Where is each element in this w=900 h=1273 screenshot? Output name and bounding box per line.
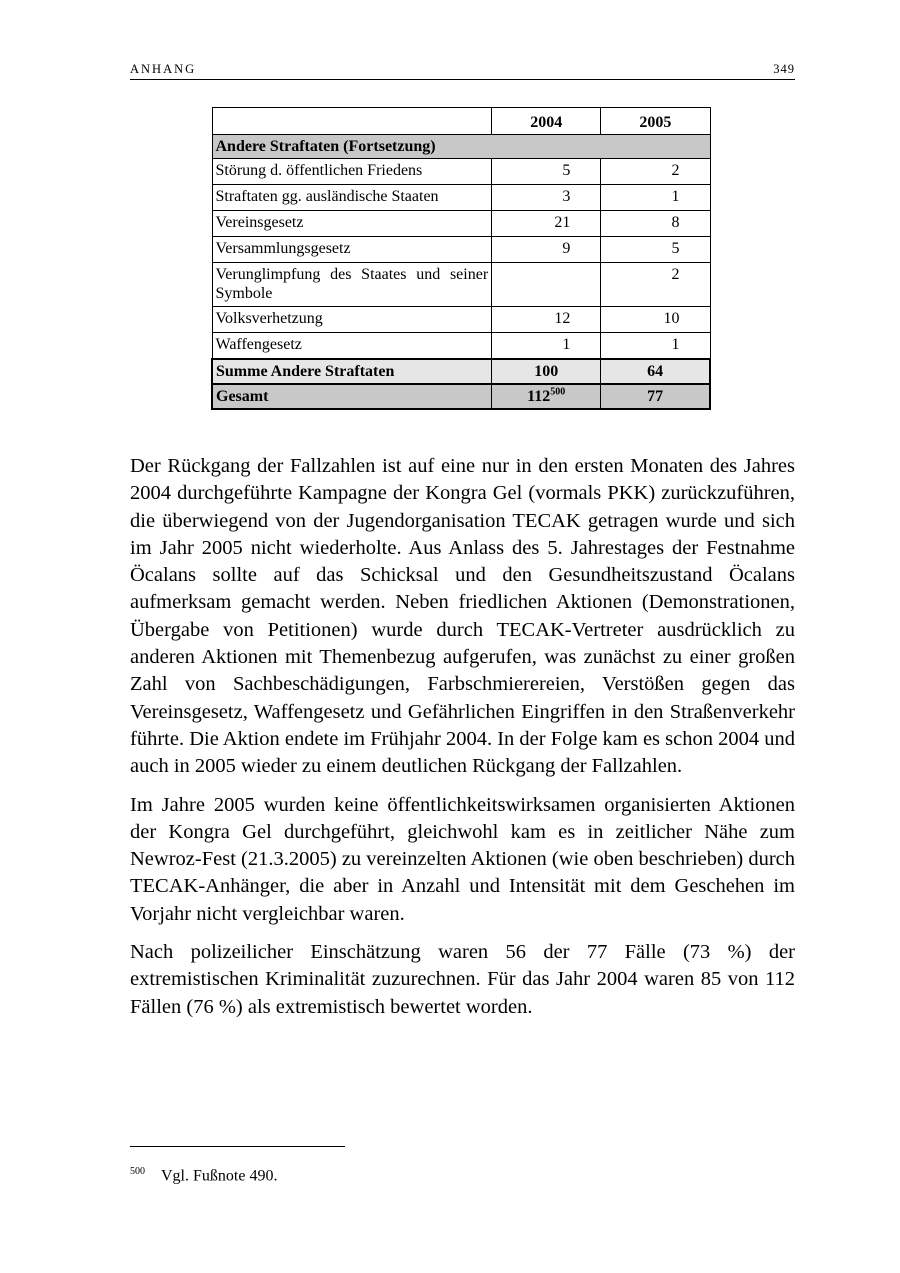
statistics-table xyxy=(211,107,711,410)
row-value-2004: 12 xyxy=(492,306,601,332)
header-cell-2005: 2005 xyxy=(601,108,710,135)
footnote xyxy=(130,1162,795,1186)
section-title: ANHANG xyxy=(130,62,197,76)
row-label: Straftaten gg. ausländische Staaten xyxy=(212,185,492,211)
table-header-row xyxy=(212,108,710,135)
table-row xyxy=(212,211,710,237)
row-value-2005: 2 xyxy=(601,263,710,306)
row-value-2005: 2 xyxy=(601,159,710,185)
footnote-number: 500 xyxy=(130,1166,145,1177)
row-label: Störung d. öffentlichen Friedens xyxy=(212,159,492,185)
table-row xyxy=(212,306,710,332)
row-label: Verunglimpfung des Staates und seiner Symbole xyxy=(212,263,492,306)
row-value-2004: 1 xyxy=(492,332,601,359)
total-value-2004: 112 xyxy=(527,387,551,405)
row-label: Versammlungsgesetz xyxy=(212,237,492,263)
row-value-2004: 9 xyxy=(492,237,601,263)
row-value-2004: 3 xyxy=(492,185,601,211)
table-row xyxy=(212,263,710,306)
total-label: Gesamt xyxy=(212,384,492,409)
header-cell-empty xyxy=(212,108,492,135)
row-value-2005: 5 xyxy=(601,237,710,263)
paragraph: Der Rückgang der Fallzahlen ist auf eine nur in den ersten Monaten des Jahres 2004 durchgeführte Kampagne der Kongra Gel (vormals PKK) zurückzuführen, die überwiegend von der Jugendorganisation TECAK getragen wurde und sich im Jahr 2005 nicht wiederholte. Aus Anlass des 5. Jahrestages der Festnahme Öcalans sollte auf das Schicksal und den Gesundheitszustand Öcalans aufmerksam gemacht werden. Neben friedlichen Aktionen (Demonstrationen, Übergabe von Petitionen) wurde durch TECAK-Vertreter ausdrücklich zu anderen Aktionen mit Themenbezug aufgerufen, was zunächst zu einer großen Zahl von Sachbeschädigungen, Farbschmierereien, Verstößen gegen das Vereinsgesetz, Waffengesetz und Gefährlichen Eingriffen in den Straßenverkehr führte. Die Aktion endete im Frühjahr 2004. In der Folge kam es schon 2004 und auch in 2005 wieder zu einem deutlichen Rückgang der Fallzahlen. xyxy=(130,455,795,778)
row-value-2004: 21 xyxy=(492,211,601,237)
table-row xyxy=(212,159,710,185)
table-row xyxy=(212,237,710,263)
row-value-2004: 5 xyxy=(492,159,601,185)
row-label: Volksverhetzung xyxy=(212,306,492,332)
table-section-row xyxy=(212,135,710,159)
header-cell-2004: 2004 xyxy=(492,108,601,135)
row-value-2004 xyxy=(492,263,601,306)
row-value-2005: 8 xyxy=(601,211,710,237)
sum-value-2005: 64 xyxy=(601,359,710,384)
total-value-2004-cell xyxy=(492,384,601,409)
row-value-2005: 1 xyxy=(601,332,710,359)
section-title-cell: Andere Straftaten (Fortsetzung) xyxy=(212,135,710,159)
paragraph: Im Jahre 2005 wurden keine öffentlichkeitswirksamen organisierten Aktionen der Kongra Gel durchgeführt, gleichwohl kam es in zeitlicher Nähe zum Newroz-Fest (21.3.2005) zu vereinzelten Aktionen (wie oben beschrieben) durch TECAK-Anhänger, die aber in Anzahl und Intensität mit dem Geschehen im Vorjahr nicht vergleichbar waren. xyxy=(130,793,795,925)
row-value-2005: 1 xyxy=(601,185,710,211)
footnote-reference: 500 xyxy=(550,386,566,398)
page-number: 349 xyxy=(773,62,795,76)
row-label: Waffengesetz xyxy=(212,332,492,359)
table-row xyxy=(212,332,710,359)
row-value-2005: 10 xyxy=(601,306,710,332)
table-sum-row xyxy=(212,359,710,384)
footnote-text: Vgl. Fußnote 490. xyxy=(161,1167,278,1185)
body-text xyxy=(130,453,795,1032)
table-row xyxy=(212,185,710,211)
row-label: Vereinsgesetz xyxy=(212,211,492,237)
table-total-row xyxy=(212,384,710,409)
paragraph: Nach polizeilicher Einschätzung waren 56 der 77 Fälle (73 %) der extremistischen Kriminalität zuzurechnen. Für das Jahr 2004 waren 85 von 112 Fällen (76 %) als extremistisch bewertet worden. xyxy=(130,941,795,1018)
sum-label: Summe Andere Straftaten xyxy=(212,359,492,384)
running-head xyxy=(130,62,795,80)
footnote-divider xyxy=(130,1146,345,1147)
sum-value-2004: 100 xyxy=(492,359,601,384)
total-value-2005: 77 xyxy=(601,384,710,409)
